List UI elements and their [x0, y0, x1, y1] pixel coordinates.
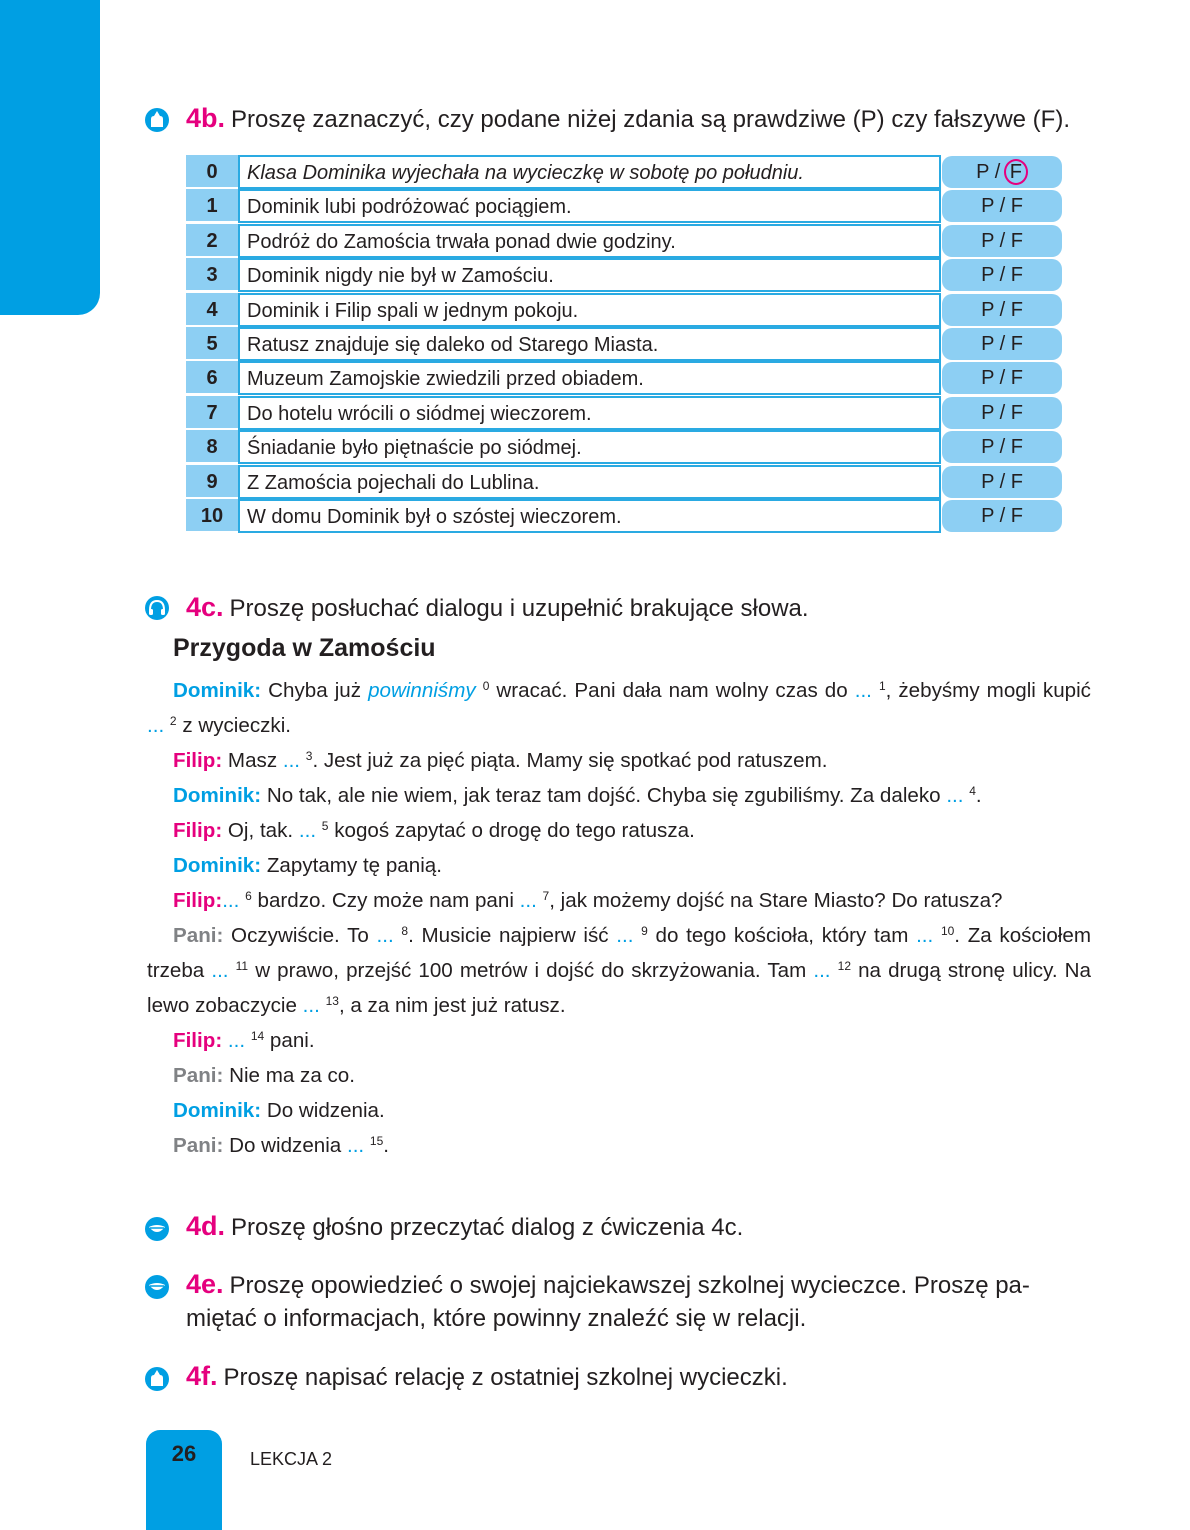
row-number: 4 [186, 293, 238, 325]
true-false-choice[interactable]: P / F [942, 431, 1062, 463]
story-title: Przygoda w Zamościu [173, 634, 436, 662]
dialog-line: Pani: Do widzenia ... $^{15}$. [173, 1134, 389, 1157]
row-number: 5 [186, 327, 238, 359]
true-false-choice[interactable] [942, 156, 1062, 188]
dialog-line: Pani: Oczywiście. To ... $^8$. Musicie najpierw iść ... $^9$ do tego kościoła, który tam ... $^{10}$. Za kościołem trzeba ... $^{11}$ w prawo, przejść 100 metrów i dojść do skrzyżowania. Tam ... $^{12}$ na drugą stronę ulicy. Na lewo zobaczycie ... $^{13}$, a za nim jest już ratusz. [147, 924, 1092, 1017]
true-false-choice[interactable]: P / F [942, 259, 1062, 291]
dialog-line: Filip: Oj, tak. ... $^5$ kogoś zapytać o drogę do tego ratusza. [173, 819, 695, 842]
choice-f-circled[interactable]: F [1004, 159, 1028, 185]
exercise-instruction: Proszę posłuchać dialogu i uzupełnić brakujące słowa. [229, 595, 809, 622]
dialog-line: Dominik: No tak, ale nie wiem, jak teraz tam dojść. Chyba się zgubiliśmy. Za daleko ... $^4$. [173, 784, 982, 807]
exercise-number: 4b. [186, 103, 226, 133]
row-number: 6 [186, 361, 238, 393]
table-row [186, 430, 1023, 462]
row-number: 1 [186, 189, 238, 221]
headphones-icon [144, 595, 170, 621]
dialog-line: Dominik: Do widzenia. [173, 1099, 385, 1122]
row-number: 0 [186, 155, 238, 187]
table-row [186, 499, 1023, 531]
table-row [186, 327, 1023, 359]
speaking-mouth-icon [144, 1216, 170, 1242]
true-false-choice[interactable]: P / F [942, 294, 1062, 326]
row-number: 2 [186, 224, 238, 256]
dialog-line: Dominik: Zapytamy tę panią. [173, 854, 442, 877]
table-row [186, 224, 1023, 256]
true-false-choice[interactable]: P / F [942, 225, 1062, 257]
statement-text: Dominik i Filip spali w jednym pokoju. [238, 293, 941, 327]
statement-text: Ratusz znajduje się daleko od Starego Miasta. [238, 327, 941, 361]
true-false-choice[interactable]: P / F [942, 328, 1062, 360]
table-row [186, 293, 1023, 325]
statement-text: Śniadanie było piętnaście po siódmej. [238, 430, 941, 464]
true-false-choice[interactable]: P / F [942, 466, 1062, 498]
lesson-label: LEKCJA 2 [250, 1449, 333, 1469]
true-false-table [186, 155, 1023, 533]
dialog-line: Dominik: Chyba już powinniśmy $^0$ wracać. Pani dała nam wolny czas do ... $^1$, żebyśmy mogli kupić ... $^2$ z wycieczki. [147, 679, 1091, 737]
exercise-instruction: Proszę głośno przeczytać dialog z ćwiczenia 4c. [231, 1214, 744, 1241]
table-row [186, 258, 1023, 290]
statement-text: Muzeum Zamojskie zwiedzili przed obiadem. [238, 361, 941, 395]
statement-text: Do hotelu wrócili o siódmej wieczorem. [238, 396, 941, 430]
writing-hand-icon [144, 1366, 170, 1392]
exercise-instruction: Proszę napisać relację z ostatniej szkolnej wycieczki. [223, 1364, 788, 1391]
speaking-mouth-icon [144, 1274, 170, 1300]
dialog-line: Filip: ... $^{14}$ pani. [173, 1029, 315, 1052]
exercise-number: 4c. [186, 592, 224, 622]
side-tab-decoration [0, 0, 100, 315]
dialog-line: Filip:... $^6$ bardzo. Czy może nam pani ... $^7$, jak możemy dojść na Stare Miasto? Do ratusza? [173, 889, 1003, 912]
statement-text: Dominik lubi podróżować pociągiem. [238, 189, 941, 223]
page-number: 26 [171, 1441, 197, 1466]
statement-text: Klasa Dominika wyjechała na wycieczkę w sobotę po południu. [238, 155, 941, 189]
writing-hand-icon [144, 107, 170, 133]
table-row [186, 361, 1023, 393]
row-number: 9 [186, 465, 238, 497]
table-row [186, 396, 1023, 428]
table-row [186, 465, 1023, 497]
statement-text: Z Zamościa pojechali do Lublina. [238, 465, 941, 499]
row-number: 8 [186, 430, 238, 462]
row-number: 3 [186, 258, 238, 290]
true-false-choice[interactable]: P / F [942, 362, 1062, 394]
dialog-line: Pani: Nie ma za co. [173, 1064, 355, 1087]
choice-p[interactable]: P / [976, 161, 1001, 183]
statement-text: Dominik nigdy nie był w Zamościu. [238, 258, 941, 292]
exercise-instruction-continued: miętać o informacjach, które powinny znaleźć się w relacji. [186, 1305, 807, 1332]
table-row [186, 155, 1022, 187]
exercise-instruction: Proszę opowiedzieć o swojej najciekawszej szkolnej wycieczce. Proszę pa- [229, 1272, 1030, 1299]
true-false-choice[interactable]: P / F [942, 397, 1062, 429]
statement-text: Podróż do Zamościa trwała ponad dwie godziny. [238, 224, 941, 258]
statement-text: W domu Dominik był o szóstej wieczorem. [238, 499, 941, 533]
exercise-instruction: Proszę zaznaczyć, czy podane niżej zdania są prawdziwe (P) czy fałszywe (F). [231, 106, 1070, 133]
true-false-choice[interactable]: P / F [942, 500, 1062, 532]
exercise-number: 4e. [186, 1269, 224, 1299]
exercise-number: 4f. [186, 1361, 218, 1391]
row-number: 10 [186, 499, 238, 531]
dialog-text [147, 673, 1091, 1163]
true-false-choice[interactable]: P / F [942, 190, 1062, 222]
page-number-tab [146, 1430, 222, 1530]
row-number: 7 [186, 396, 238, 428]
exercise-number: 4d. [186, 1211, 226, 1241]
table-row [186, 189, 1023, 221]
dialog-line: Filip: Masz ... $^3$. Jest już za pięć piąta. Mamy się spotkać pod ratuszem. [173, 749, 828, 772]
